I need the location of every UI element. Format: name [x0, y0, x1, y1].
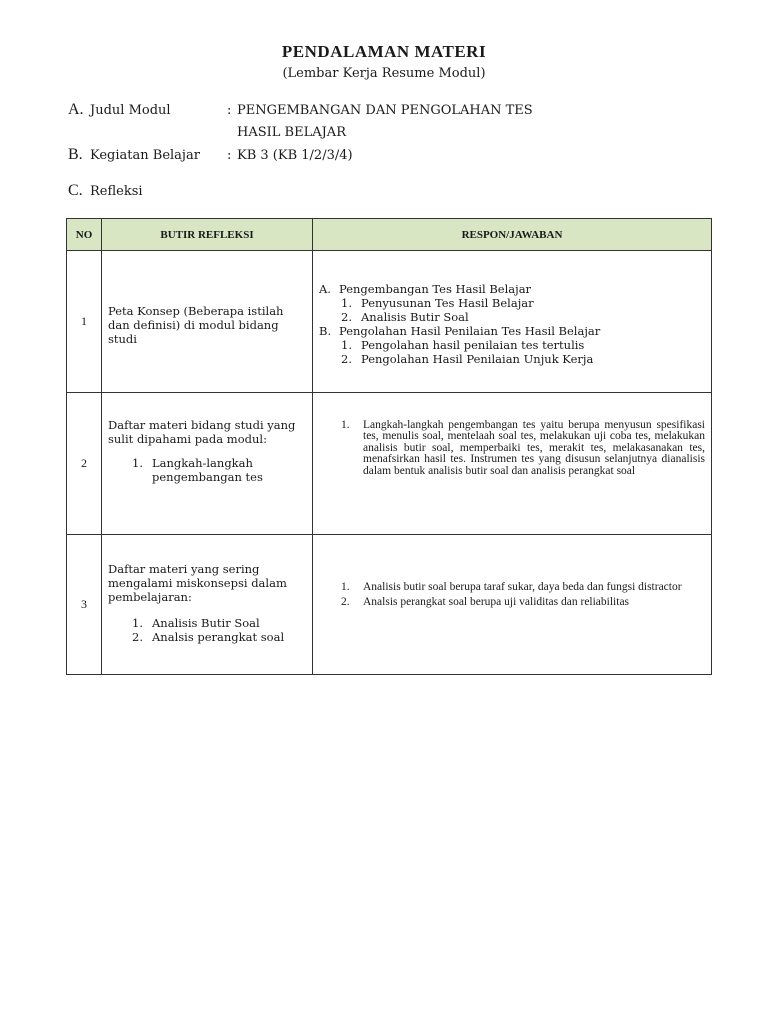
list-text: Langkah-langkah pengembangan tes	[152, 455, 263, 484]
row-number: 2	[67, 393, 102, 535]
list-text: Langkah-langkah pengembangan tes yaitu berupa menyusun spesifikasi tes, menulis soal, mentelaah soal tes, melakukan uji coba tes, melakukan analisis butir soal, memperbaiki tes, merakit tes, melakasanakan tes, menafsirkan hasil tes. Instrumen tes yang disusun selanjutnya dianalisis dalam bentuk analisis butir soal dan analisis perangkat soal	[363, 418, 705, 477]
row-butir	[102, 251, 313, 393]
list-item	[108, 616, 306, 630]
header-respon-jawaban: RESPON/JAWABAN	[313, 219, 712, 251]
butir-text: Daftar materi yang sering mengalami miskonsepsi dalam pembelajaran:	[108, 561, 287, 604]
info-letter-b: B.	[68, 146, 83, 163]
list-item	[341, 580, 705, 594]
list-marker: 1.	[341, 580, 350, 593]
info-value-judul-1: PENGEMBANGAN DAN PENGOLAHAN TES	[237, 103, 533, 118]
list-marker: 1.	[132, 455, 143, 470]
list-marker: 1.	[341, 418, 350, 431]
list-item	[319, 323, 705, 338]
list-marker: 1.	[341, 337, 352, 352]
list-text: Analisis Butir Soal	[152, 615, 260, 630]
reflection-table	[66, 218, 712, 675]
list-item	[339, 338, 705, 352]
row-respon	[313, 251, 712, 393]
list-marker: 2.	[341, 309, 352, 324]
list-marker: A.	[319, 281, 331, 296]
list-item	[339, 352, 705, 366]
info-letter-a: A.	[68, 101, 84, 118]
info-letter-c: C.	[68, 182, 83, 199]
list-marker: 1.	[341, 295, 352, 310]
list-text: Pengolahan Hasil Penilaian Unjuk Kerja	[361, 351, 594, 366]
header-butir-refleksi: BUTIR REFLEKSI	[102, 219, 313, 251]
list-text: Analisis Butir Soal	[361, 309, 469, 324]
header-no: NO	[67, 219, 102, 251]
info-colon-b: :	[227, 148, 232, 163]
info-label-kegiatan: Kegiatan Belajar	[90, 148, 200, 163]
row-respon	[313, 393, 712, 535]
info-value-kegiatan: KB 3 (KB 1/2/3/4)	[237, 148, 353, 163]
page-title: PENDALAMAN MATERI	[281, 42, 487, 61]
respon-list	[319, 278, 705, 366]
list-marker: 2.	[341, 351, 352, 366]
list-item	[339, 310, 705, 324]
list-marker: 2.	[341, 595, 350, 608]
list-text: Analsis perangkat soal	[152, 629, 285, 644]
list-text: Analisis butir soal berupa taraf sukar, daya beda dan fungsi distractor	[363, 580, 682, 593]
table-row	[67, 251, 712, 393]
list-item	[339, 296, 705, 310]
list-marker: 2.	[132, 629, 143, 644]
list-text: Pengolahan Hasil Penilaian Tes Hasil Belajar	[339, 323, 601, 338]
info-label-refleksi: Refleksi	[90, 184, 143, 199]
row-number: 3	[67, 535, 102, 675]
info-label-judul: Judul Modul	[90, 103, 171, 118]
list-item	[319, 281, 705, 296]
list-marker: 1.	[132, 615, 143, 630]
list-item	[341, 595, 705, 609]
list-text: Pengolahan hasil penilaian tes tertulis	[361, 337, 585, 352]
info-refleksi	[68, 182, 143, 200]
row-number: 1	[67, 251, 102, 393]
list-text: Analsis perangkat soal berupa uji validitas dan reliabilitas	[363, 595, 630, 608]
info-kegiatan-belajar	[68, 146, 353, 164]
list-item	[108, 630, 306, 644]
butir-text: Daftar materi bidang studi yang sulit dipahami pada modul:	[108, 417, 296, 446]
row-butir	[102, 393, 313, 535]
list-text: Penyusunan Tes Hasil Belajar	[361, 295, 534, 310]
list-text: Pengembangan Tes Hasil Belajar	[339, 281, 532, 296]
butir-text: Peta Konsep (Beberapa istilah dan definisi) di modul bidang studi	[108, 303, 284, 346]
list-marker: B.	[319, 323, 332, 338]
list-item	[108, 456, 306, 484]
row-butir	[102, 535, 313, 675]
info-value-judul-2: HASIL BELAJAR	[237, 125, 346, 140]
info-judul-modul	[68, 101, 533, 140]
row-respon	[313, 535, 712, 675]
table-row	[67, 393, 712, 535]
list-item	[341, 418, 705, 508]
table-row	[67, 535, 712, 675]
info-colon-a: :	[227, 103, 232, 118]
page-subtitle: (Lembar Kerja Resume Modul)	[282, 66, 486, 81]
table-header-row	[67, 219, 712, 251]
